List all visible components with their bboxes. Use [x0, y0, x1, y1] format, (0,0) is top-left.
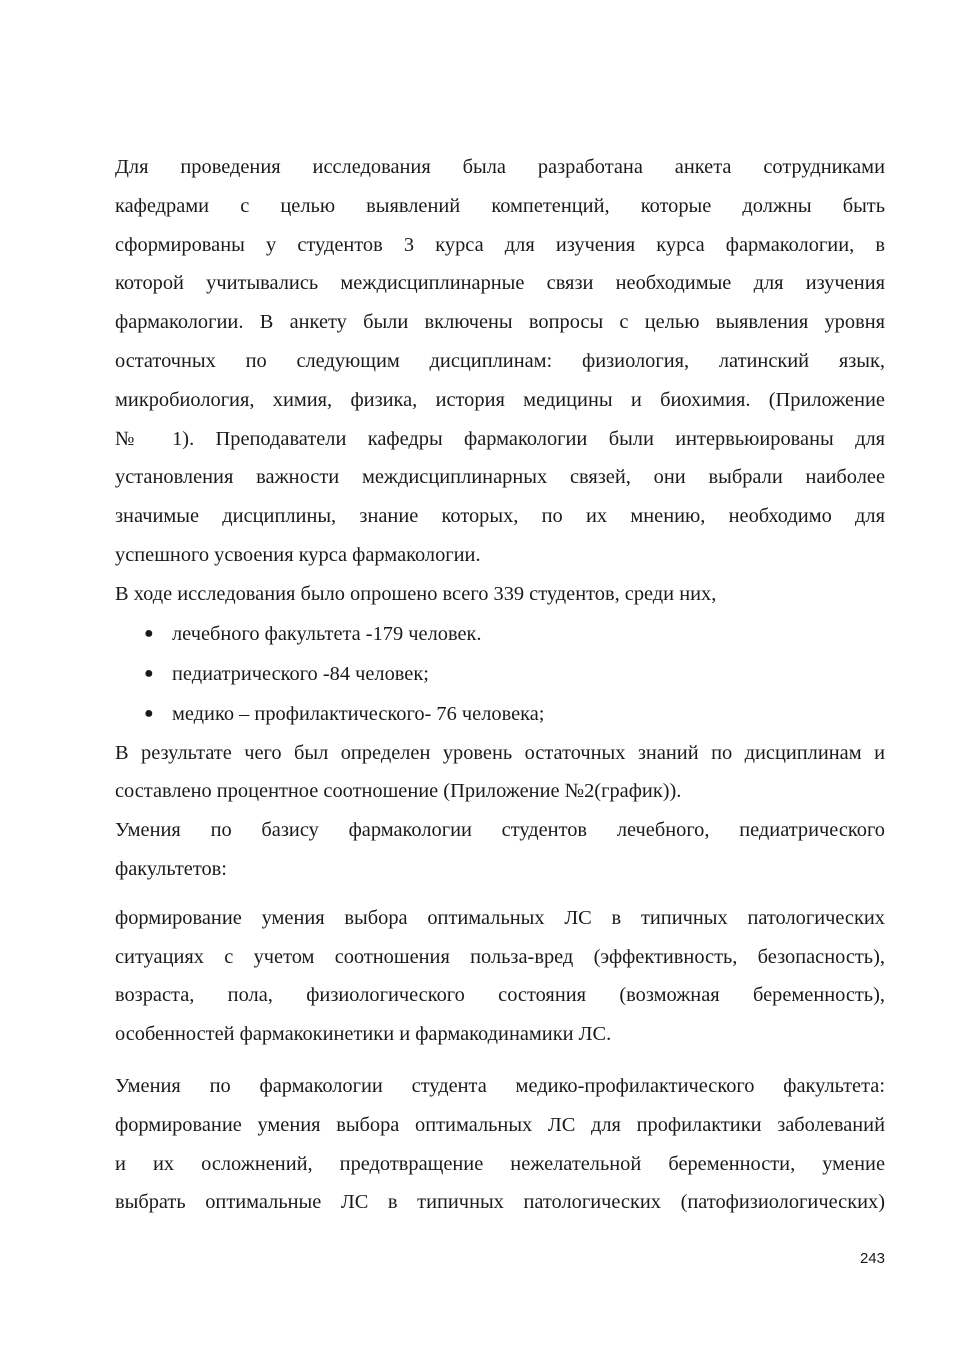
text-line: остаточных по следующим дисциплинам: физиология, латинский язык, [115, 349, 885, 372]
list-item [115, 694, 885, 734]
bullet-icon: ● [144, 624, 154, 642]
text-line: формирование умения выбора оптимальных ЛС в типичных патологических [115, 906, 885, 929]
bullet-icon: ● [144, 664, 154, 682]
text-line: Умения по фармакологии студента медико-профилактического факультета: [115, 1074, 885, 1097]
list-item-text: педиатрического -84 человек; [172, 662, 429, 685]
text-line: фармакологии. В анкету были включены вопросы с целью выявления уровня [115, 311, 885, 334]
text-line: В результате чего был определен уровень остаточных знаний по дисциплинам и [115, 741, 885, 764]
text-line: микробиология, химия, физика, история медицины и биохимия. (Приложение [115, 388, 885, 411]
faculty-list [115, 614, 885, 734]
text-line: значимые дисциплины, знание которых, по их мнению, необходимо для [115, 505, 885, 528]
list-item-text: медико – профилактического- 76 человека; [172, 702, 545, 725]
text-line: выбрать оптимальные ЛС в типичных патологических (патофизиологических) [115, 1191, 885, 1214]
text-line: и их осложнений, предотвращение нежелательной беременности, умение [115, 1152, 885, 1175]
page-number: 243 [859, 1250, 885, 1267]
paragraph-gap [115, 889, 885, 899]
text-line: Умения по базису фармакологии студентов лечебного, педиатрического [115, 819, 885, 842]
text-line: особенностей фармакокинетики и фармакодинамики ЛС. [115, 1023, 612, 1046]
text-line: возраста, пола, физиологического состояния (возможная беременность), [115, 984, 885, 1007]
text-line: установления важности междисциплинарных связей, они выбрали наиболее [115, 466, 885, 489]
paragraph-skills-preventive [115, 1067, 885, 1222]
text-line: успешного усвоения курса фармакологии. [115, 543, 481, 566]
text-line: которой учитывались междисциплинарные связи необходимые для изучения [115, 272, 885, 295]
paragraph-skills-heading [115, 811, 885, 889]
list-item [115, 654, 885, 694]
text-line: № 1). Преподаватели кафедры фармакологии были интервьюированы для [115, 427, 885, 450]
list-item [115, 614, 885, 654]
paragraph-results [115, 734, 885, 812]
page-body [115, 148, 885, 1222]
text-line: сформированы у студентов 3 курса для изучения курса фармакологии, в [115, 233, 885, 256]
bullet-icon: ● [144, 704, 154, 722]
text-line: факультетов: [115, 857, 227, 880]
survey-intro: В ходе исследования было опрошено всего 339 студентов, среди них, [115, 582, 717, 605]
text-line: формирование умения выбора оптимальных ЛС для профилактики заболеваний [115, 1113, 885, 1136]
paragraph-gap [115, 1054, 885, 1067]
text-line: составлено процентное соотношение (Приложение №2(график)). [115, 780, 682, 803]
text-line: Для проведения исследования была разработана анкета сотрудниками [115, 156, 885, 178]
list-item-text: лечебного факультета -179 человек. [172, 622, 482, 645]
paragraph-skills-medical [115, 899, 885, 1054]
text-line: ситуациях с учетом соотношения польза-вред (эффективность, безопасность), [115, 945, 885, 968]
paragraph-study-design [115, 148, 885, 575]
text-line: кафедрами с целью выявлений компетенций, которые должны быть [115, 194, 885, 217]
